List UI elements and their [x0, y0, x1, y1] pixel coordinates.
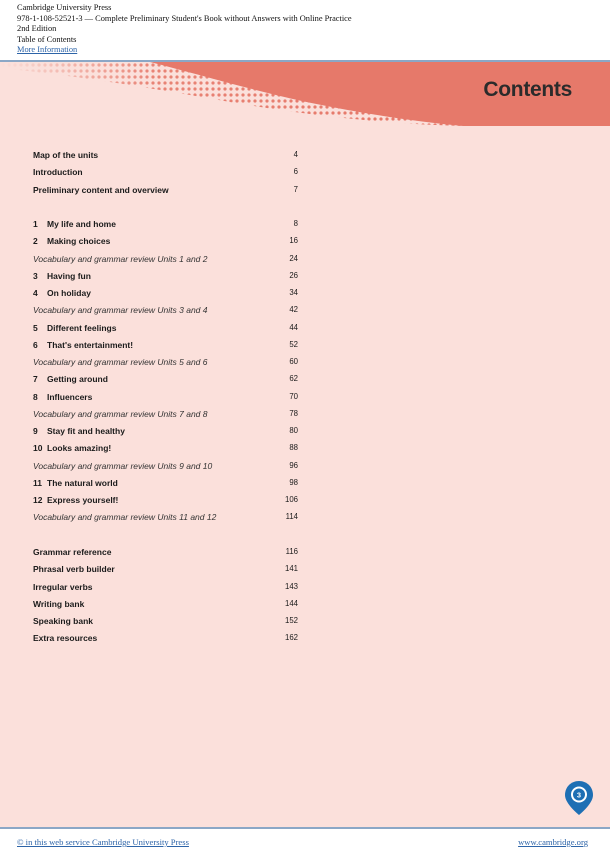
page-header — [0, 0, 610, 62]
toc-entry-label — [33, 182, 169, 198]
toc-entry[interactable] — [33, 544, 298, 560]
toc-entry-label — [33, 509, 216, 525]
page-footer — [0, 827, 610, 867]
toc-page-number: 70 — [289, 391, 298, 401]
page-title: Contents — [483, 78, 572, 101]
toc-review-entry[interactable] — [33, 458, 298, 474]
toc-entry-title: Irregular verbs — [33, 581, 93, 592]
toc-entry-title: Vocabulary and grammar review Units 3 and 4 — [33, 305, 208, 316]
toc-unit-entry[interactable] — [33, 268, 298, 284]
toc-entry-label — [33, 579, 93, 595]
toc-entry[interactable] — [33, 164, 298, 180]
toc-unit-number: 5 — [33, 322, 38, 333]
toc-entry[interactable] — [33, 630, 298, 646]
toc-page-number: 6 — [293, 167, 298, 177]
toc-entry-title: My life and home — [47, 219, 116, 229]
toc-entry-label — [33, 406, 208, 422]
toc-unit-number: 12 — [33, 495, 43, 505]
toc-entry-title: Vocabulary and grammar review Units 1 and 2 — [33, 253, 208, 264]
toc-page-number: 152 — [284, 616, 298, 625]
toc-page-number: 114 — [285, 512, 298, 522]
toc-unit-number: 11 — [33, 477, 42, 488]
toc-entry-label — [33, 147, 98, 163]
toc-entry-title: Different feelings — [47, 322, 117, 333]
toc-entry-title: Having fun — [47, 270, 91, 281]
toc-page-number: 162 — [284, 633, 298, 643]
publisher-name: Cambridge University Press — [17, 3, 112, 12]
toc-entry[interactable] — [33, 561, 298, 577]
toc-entry-title: Preliminary content and overview — [33, 184, 169, 195]
book-edition: 2nd Edition — [17, 24, 57, 34]
toc-page-number: 7 — [293, 184, 298, 194]
toc-unit-number: 1 — [33, 219, 38, 229]
toc-entry-title: Vocabulary and grammar review Units 5 and 6 — [33, 357, 208, 367]
toc-entry-label — [33, 164, 83, 180]
toc-page-number: 78 — [289, 408, 298, 418]
toc-page-number: 144 — [284, 598, 298, 608]
toc-entry-label — [33, 354, 208, 370]
toc-entry-title: That's entertainment! — [47, 339, 134, 350]
toc-unit-number: 4 — [33, 288, 38, 298]
toc-entry-label — [33, 337, 133, 353]
toc-unit-number: 9 — [33, 426, 38, 436]
toc-entry-label — [33, 320, 116, 336]
toc-entry-label — [33, 371, 108, 387]
toc-entry-title: Vocabulary and grammar review Units 7 and 8 — [33, 408, 208, 419]
toc-unit-entry[interactable] — [33, 285, 298, 301]
toc-unit-entry[interactable] — [33, 233, 298, 249]
toc-unit-entry[interactable] — [33, 216, 298, 232]
contents-page — [0, 62, 610, 827]
toc-unit-entry[interactable] — [33, 389, 298, 405]
toc-entry-title: Looks amazing! — [47, 443, 112, 454]
toc-page-number: 4 — [293, 150, 298, 159]
toc-entry-label — [33, 630, 97, 646]
toc-entry-title: Vocabulary and grammar review Units 11 and 12 — [33, 512, 217, 523]
toc-unit-number: 2 — [33, 236, 38, 247]
toc-entry-title: The natural world — [47, 477, 118, 488]
toc-entry[interactable] — [33, 147, 298, 163]
toc-entry-label — [33, 613, 93, 629]
toc-entry-label — [33, 492, 118, 508]
toc-unit-number: 10 — [33, 443, 43, 454]
toc-review-entry[interactable] — [33, 509, 298, 525]
copyright-link[interactable]: © in this web service Cambridge University Press — [17, 837, 189, 847]
toc-entry-title: Vocabulary and grammar review Units 9 and 10 — [33, 460, 213, 471]
toc-review-entry[interactable] — [33, 354, 298, 370]
toc-entry-title: Express yourself! — [47, 495, 119, 505]
toc-review-entry[interactable] — [33, 406, 298, 422]
toc-unit-entry[interactable] — [33, 475, 298, 491]
toc-unit-number: 3 — [33, 270, 38, 281]
toc-entry-title: Grammar reference — [33, 547, 112, 557]
toc-unit-number: 7 — [33, 374, 38, 385]
toc-unit-number: 8 — [33, 391, 38, 402]
toc-entry[interactable] — [33, 182, 298, 198]
toc-page-number: 34 — [289, 288, 298, 297]
toc-entry-label — [33, 475, 118, 491]
toc-page-number: 143 — [284, 581, 298, 591]
toc-unit-entry[interactable] — [33, 423, 298, 439]
toc-entry-label — [33, 389, 92, 405]
toc-entry[interactable] — [33, 596, 298, 612]
toc-entry-title: Influencers — [47, 391, 93, 402]
toc-entry-title: Getting around — [47, 374, 108, 385]
header-text-block — [17, 3, 352, 56]
toc-entry-label — [33, 561, 115, 577]
toc-unit-entry[interactable] — [33, 371, 298, 387]
toc-entry-label — [33, 216, 116, 232]
toc-entry-title: Writing bank — [33, 598, 85, 609]
toc-unit-entry[interactable] — [33, 337, 298, 353]
more-information-link[interactable]: More Information — [17, 45, 78, 55]
toc-entry-label — [33, 440, 111, 456]
cambridge-site-link[interactable]: www.cambridge.org — [518, 837, 588, 847]
toc-entry-title: Map of the units — [33, 150, 99, 160]
toc-entry[interactable] — [33, 579, 298, 595]
toc-entry-label — [33, 251, 208, 267]
toc-page-number: 8 — [293, 219, 298, 228]
toc-page-number: 60 — [289, 357, 298, 366]
toc-entry[interactable] — [33, 613, 298, 629]
toc-page-number: 116 — [285, 547, 298, 556]
section-name: Table of Contents — [17, 34, 77, 44]
toc-entry-title: On holiday — [47, 288, 91, 298]
toc-entry-title: Making choices — [47, 236, 111, 247]
toc-entry-title: Introduction — [33, 167, 83, 178]
toc-page-number: 80 — [289, 426, 298, 435]
toc-page-number: 96 — [289, 460, 298, 470]
toc-entry-title: Phrasal verb builder — [33, 564, 115, 575]
toc-page-number: 44 — [289, 322, 298, 332]
toc-page-number: 26 — [289, 270, 298, 280]
toc-review-entry[interactable] — [33, 302, 298, 318]
toc-page-number: 16 — [289, 236, 298, 246]
toc-entry-label — [33, 458, 212, 474]
toc-page-number: 52 — [289, 339, 298, 349]
toc-page-number: 98 — [289, 477, 298, 487]
book-isbn-title: 978-1-108-52521-3 — Complete Preliminary Student's Book without Answers with Online Practice — [17, 13, 352, 23]
toc-page-number: 88 — [289, 443, 298, 453]
toc-entry-label — [33, 233, 110, 249]
toc-entry-title: Extra resources — [33, 633, 98, 644]
toc-entry-label — [33, 423, 125, 439]
toc-entry-label — [33, 302, 208, 318]
page-number: 3 — [576, 790, 582, 800]
toc-page-number: 24 — [289, 253, 298, 263]
toc-unit-number: 6 — [33, 339, 38, 350]
toc-entry-title: Speaking bank — [33, 616, 93, 626]
toc-unit-entry[interactable] — [33, 320, 298, 336]
toc-unit-entry[interactable] — [33, 492, 298, 508]
toc-page-number: 42 — [289, 305, 298, 315]
toc-entry-label — [33, 596, 84, 612]
toc-entry-label — [33, 285, 91, 301]
toc-entry-title: Stay fit and healthy — [47, 426, 125, 436]
toc-review-entry[interactable] — [33, 251, 298, 267]
toc-unit-entry[interactable] — [33, 440, 298, 456]
toc-entry-label — [33, 268, 91, 284]
page-number-marker-icon — [564, 780, 594, 816]
toc-entry-label — [33, 544, 111, 560]
toc-page-number: 141 — [284, 564, 298, 574]
toc-page-number: 62 — [289, 374, 298, 384]
toc-page-number: 106 — [284, 495, 298, 504]
